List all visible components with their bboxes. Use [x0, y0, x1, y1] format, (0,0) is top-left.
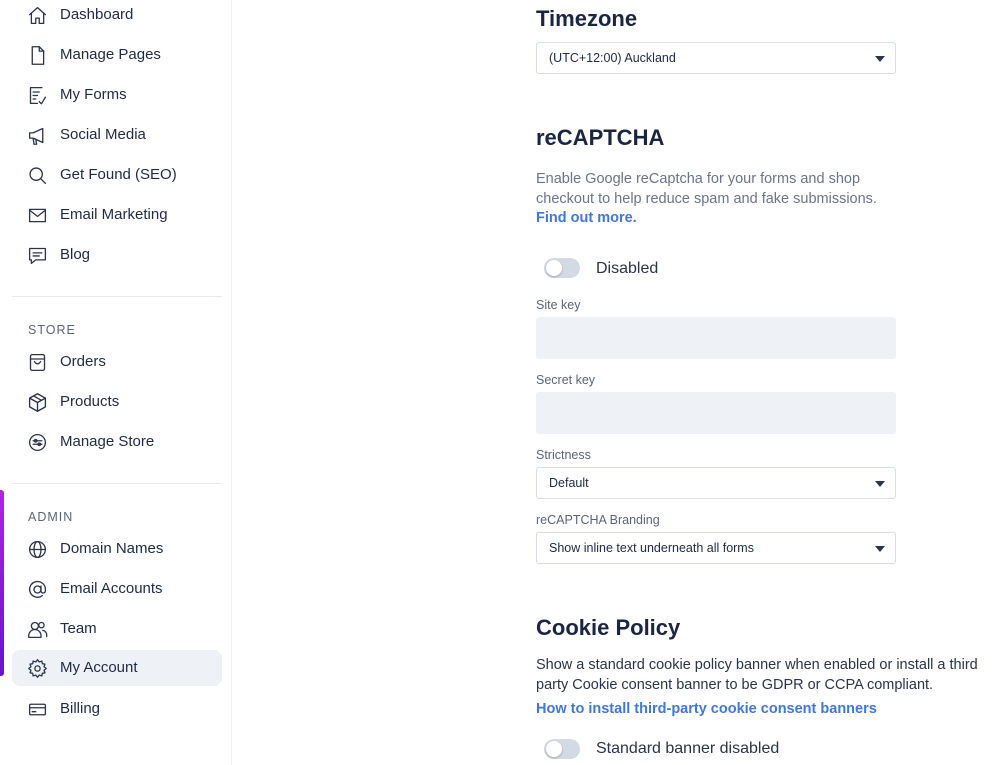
sidebar-item-label: Email Accounts: [60, 580, 163, 597]
secret-key-input[interactable]: [536, 392, 896, 434]
strictness-select[interactable]: [536, 467, 896, 499]
bag-icon: [26, 351, 48, 373]
sidebar-item-label: Team: [60, 620, 97, 637]
sidebar-item-label: Social Media: [60, 126, 146, 143]
sidebar-item-my-forms[interactable]: [12, 77, 222, 113]
sidebar-item-manage-pages[interactable]: [12, 37, 222, 73]
accent-bar: [0, 490, 4, 676]
toggle-knob: [546, 741, 562, 757]
box-icon: [26, 391, 48, 413]
sidebar-item-label: Manage Pages: [60, 46, 161, 63]
sidebar-item-label: Domain Names: [60, 540, 164, 557]
branding-select[interactable]: [536, 532, 896, 564]
recaptcha-find-out-more-link[interactable]: Find out more.: [536, 210, 637, 226]
sidebar-divider: [12, 483, 222, 484]
page-icon: [26, 44, 48, 66]
sidebar-item-label: Dashboard: [60, 6, 134, 23]
cookie-banner-toggle[interactable]: [544, 739, 580, 759]
sidebar-item-label: Manage Store: [60, 433, 155, 450]
sidebar-item-products[interactable]: [12, 384, 222, 420]
sidebar-item-email-accounts[interactable]: [12, 571, 222, 607]
strictness-label: Strictness: [536, 448, 591, 462]
secret-key-label: Secret key: [536, 373, 596, 387]
chat-icon: [26, 244, 48, 266]
sidebar-item-blog[interactable]: [12, 237, 222, 273]
sidebar-item-social-media[interactable]: [12, 117, 222, 153]
toggle-knob: [546, 260, 562, 276]
sidebar-item-dashboard[interactable]: [12, 0, 222, 33]
sidebar-item-my-account[interactable]: [12, 650, 222, 686]
sidebar-item-billing[interactable]: [12, 691, 222, 727]
branding-select-value: Show inline text underneath all forms: [549, 541, 754, 555]
envelope-icon: [26, 204, 48, 226]
sidebar-item-label: Get Found (SEO): [60, 166, 177, 183]
caret-down-icon: [875, 481, 885, 487]
cookie-banner-toggle-label: Standard banner disabled: [596, 740, 780, 757]
sidebar-item-label: Billing: [60, 700, 101, 717]
recaptcha-title: reCAPTCHA: [536, 125, 665, 150]
caret-down-icon: [875, 546, 885, 552]
home-icon: [26, 4, 48, 26]
sidebar-divider: [12, 296, 222, 297]
site-key-input[interactable]: [536, 317, 896, 359]
timezone-select[interactable]: [536, 42, 896, 74]
sidebar-item-seo[interactable]: [12, 157, 222, 193]
card-icon: [26, 698, 48, 720]
strictness-select-value: Default: [549, 476, 589, 490]
sidebar-item-label: My Account: [60, 659, 138, 676]
sidebar-item-domain-names[interactable]: [12, 531, 222, 567]
caret-down-icon: [875, 56, 885, 62]
cookie-install-link[interactable]: How to install third-party cookie consent banners: [536, 701, 877, 717]
sidebar-item-label: My Forms: [60, 86, 127, 103]
timezone-select-value: (UTC+12:00) Auckland: [549, 51, 676, 65]
sidebar-item-manage-store[interactable]: [12, 424, 222, 460]
sidebar-item-orders[interactable]: [12, 344, 222, 380]
sidebar-item-email-marketing[interactable]: [12, 197, 222, 233]
megaphone-icon: [26, 124, 48, 146]
site-key-label: Site key: [536, 298, 581, 312]
sidebar: [0, 0, 232, 765]
cookie-policy-title: Cookie Policy: [536, 615, 681, 640]
globe-icon: [26, 538, 48, 560]
sidebar-item-label: Email Marketing: [60, 206, 168, 223]
cookie-policy-description: Show a standard cookie policy banner when enabled or install a third party Cookie consent banner to be GDPR or CCPA compliant.: [536, 657, 978, 693]
form-icon: [26, 84, 48, 106]
sliders-icon: [26, 431, 48, 453]
search-icon: [26, 164, 48, 186]
sidebar-item-team[interactable]: [12, 611, 222, 647]
section-label-store: STORE: [28, 323, 76, 337]
team-icon: [26, 618, 48, 640]
recaptcha-toggle[interactable]: [544, 258, 580, 278]
recaptcha-toggle-label: Disabled: [596, 260, 659, 277]
sidebar-item-label: Products: [60, 393, 120, 410]
sidebar-item-label: Blog: [60, 246, 91, 263]
timezone-title: Timezone: [536, 6, 638, 31]
recaptcha-description: Enable Google reCaptcha for your forms and shop checkout to help reduce spam and fake submissions.: [536, 171, 877, 207]
branding-label: reCAPTCHA Branding: [536, 513, 660, 527]
section-label-admin: ADMIN: [28, 510, 74, 524]
gear-icon: [26, 657, 48, 679]
at-icon: [26, 578, 48, 600]
sidebar-item-label: Orders: [60, 353, 106, 370]
